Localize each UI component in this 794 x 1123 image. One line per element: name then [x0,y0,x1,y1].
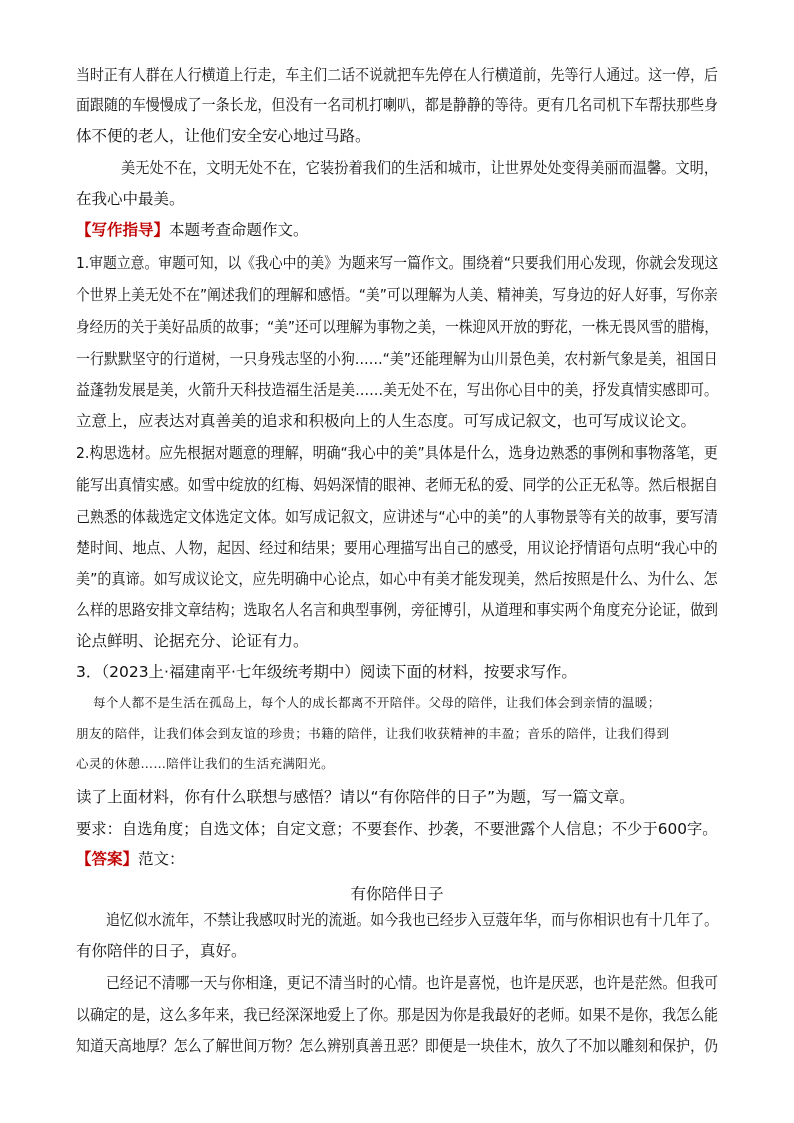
answer-heading [76,852,185,868]
guide-line: 立意上，应表达对真善美的追求和积极向上的人生态度。可写成记叙文，也可写成议论文。 [76,412,697,430]
essay1-line: 美无处不在，文明无处不在，它装扮着我们的生活和城市，让世界处处变得美丽而温馨。文明， [121,159,719,177]
essay-title: 有你陪伴日子 [350,885,444,903]
essay1-line: 体不便的老人，让他们安全安心地过马路。 [76,127,371,145]
guide-line: 己熟悉的体裁选定文体选定文体。如写成记叙文，应讲述与“心中的美”的人事物景等有关的故事，要写清 [76,508,718,526]
guide-line: 楚时间、地点、人物，起因、经过和结果；要用心理描写出自己的感受，用议论抒情语句点明“我心中的 [76,539,718,557]
guide-intro: 本题考查命题作文。 [169,221,309,239]
guide-line: 能写出真情实感。如雪中绽放的红梅、妈妈深情的眼神、老师无私的爱、同学的公正无私等。然后根据自 [76,476,718,494]
question-requirements: 要求：自选角度；自选文体；自定文意；不要套作、抄袭，不要泄露个人信息；不少于600字。 [76,820,718,838]
essay2-line: 追忆似水流年，不禁让我感叹时光的流逝。如今我也已经步入豆蔻年华，而与你相识也有十几年了。 [106,911,719,929]
essay1-line: 面跟随的车慢慢成了一条长龙，但没有一名司机打喇叭，都是静静的等待。更有几名司机下车帮扶那些身 [76,96,718,114]
guide-line: 个世界上美无处不在”阐述我们的理解和感悟。“美”可以理解为人美、精神美，写身边的好人好事，写你亲 [76,286,718,304]
essay2-line: 有你陪伴的日子，真好。 [76,942,247,960]
question-header: 3．（2023上·福建南平·七年级统考期中）阅读下面的材料，按要求写作。 [76,663,577,681]
guide-line: 论点鲜明、论据充分、论证有力。 [76,632,309,650]
guide-line: 1.审题立意。审题可知，以《我心中的美》为题来写一篇作文。围绕着“只要我们用心发现，你就会发现这 [76,254,719,272]
essay1-line: 当时正有人群在人行横道上行走，车主们二话不说就把车先停在人行横道前，先等行人通过。这一停，后 [76,66,718,84]
guide-line: 身经历的关于美好品质的故事；“美”还可以理解为事物之美，一株迎风开放的野花，一株无畏风雪的腊梅， [76,318,719,336]
essay2-line: 已经记不清哪一天与你相逢，更记不清当时的心情。也许是喜悦，也许是厌恶，也许是茫然。但我可 [106,974,719,992]
essay2-line: 以确定的是，这么多年来，我已经深深地爱上了你。那是因为你是我最好的老师。如果不是你，我怎么能 [76,1006,718,1024]
guide-line: 2.构思选材。应先根据对题意的理解，明确“我心中的美”具体是什么，选身边熟悉的事例和事物落笔，更 [76,444,718,462]
guide-line: 一行默默坚守的行道树，一只身残志坚的小狗……“美”还能理解为山川景色美，农村新气象是美，祖国日 [76,350,718,368]
answer-label: 【答案】 [76,850,139,868]
material-line: 心灵的休憩……陪伴让我们的生活充满阳光。 [76,756,335,771]
guide-line: 益蓬勃发展是美，火箭升天科技造福生活是美……美无处不在，写出你心目中的美，抒发真情实感即可。 [76,381,718,399]
guide-line: 美”的真谛。如写成议论文，应先明确中心论点，如心中有美才能发现美，然后按照是什么、为什么、怎 [76,570,718,588]
guide-label: 【写作指导】 [76,221,170,239]
question-prompt: 读了上面材料，你有什么联想与感悟？请以“有你陪伴的日子”为题，写一篇文章。 [76,788,635,806]
guide-line: 么样的思路安排文章结构；选取名人名言和典型事例，旁征博引，从道理和事实两个角度充分论证，做到 [76,601,718,619]
answer-intro: 范文： [138,850,185,868]
material-line: 每个人都不是生活在孤岛上，每个人的成长都离不开陪伴。父母的陪伴，让我们体会到亲情的温暖； [93,695,661,710]
material-line: 朋友的陪伴，让我们体会到友谊的珍贵；书籍的陪伴，让我们收获精神的丰盈；音乐的陪伴，让我们得到 [76,726,670,741]
guide-heading [76,223,309,239]
essay2-line: 知道天高地厚？怎么了解世间万物？怎么辨别真善丑恶？即便是一块佳木，放久了不加以雕刻和保护，仍 [76,1037,718,1055]
essay1-line: 在我心中最美。 [76,190,185,208]
